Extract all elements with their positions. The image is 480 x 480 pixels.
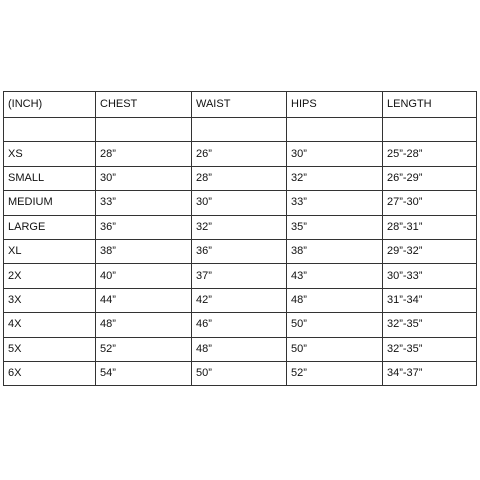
size-label-cell: XL [4, 239, 96, 263]
hips-cell: 33” [287, 191, 383, 215]
size-chart-body [4, 92, 477, 386]
waist-cell: 48” [192, 337, 287, 361]
chest-cell: 30” [96, 166, 192, 190]
header-cell-length: LENGTH [383, 92, 477, 118]
waist-cell: 50” [192, 361, 287, 385]
blank-cell [96, 118, 192, 142]
header-row [4, 92, 477, 118]
size-label-cell: 4X [4, 313, 96, 337]
table-row [4, 361, 477, 385]
hips-cell: 50” [287, 313, 383, 337]
blank-cell [4, 118, 96, 142]
size-label-cell: 5X [4, 337, 96, 361]
table-row [4, 337, 477, 361]
length-cell: 25”-28” [383, 142, 477, 166]
chest-cell: 54” [96, 361, 192, 385]
chest-cell: 38” [96, 239, 192, 263]
length-cell: 32”-35” [383, 337, 477, 361]
size-label-cell: 3X [4, 288, 96, 312]
size-label-cell: MEDIUM [4, 191, 96, 215]
waist-cell: 32” [192, 215, 287, 239]
waist-cell: 26” [192, 142, 287, 166]
table-row [4, 191, 477, 215]
size-label-cell: 6X [4, 361, 96, 385]
chest-cell: 52” [96, 337, 192, 361]
chest-cell: 44” [96, 288, 192, 312]
chest-cell: 28” [96, 142, 192, 166]
table-row [4, 239, 477, 263]
length-cell: 29”-32” [383, 239, 477, 263]
table-row [4, 142, 477, 166]
hips-cell: 52” [287, 361, 383, 385]
hips-cell: 35” [287, 215, 383, 239]
header-cell-unit: (INCH) [4, 92, 96, 118]
header-cell-hips: HIPS [287, 92, 383, 118]
blank-cell [287, 118, 383, 142]
waist-cell: 36” [192, 239, 287, 263]
table-row [4, 313, 477, 337]
table-row [4, 264, 477, 288]
waist-cell: 42” [192, 288, 287, 312]
table-row [4, 166, 477, 190]
length-cell: 27”-30” [383, 191, 477, 215]
table-row [4, 288, 477, 312]
chest-cell: 33” [96, 191, 192, 215]
length-cell: 28”-31” [383, 215, 477, 239]
waist-cell: 37” [192, 264, 287, 288]
waist-cell: 46” [192, 313, 287, 337]
header-cell-chest: CHEST [96, 92, 192, 118]
length-cell: 32”-35” [383, 313, 477, 337]
size-chart-table [3, 91, 477, 386]
waist-cell: 30” [192, 191, 287, 215]
size-label-cell: 2X [4, 264, 96, 288]
length-cell: 30”-33” [383, 264, 477, 288]
blank-row [4, 118, 477, 142]
size-label-cell: SMALL [4, 166, 96, 190]
hips-cell: 32” [287, 166, 383, 190]
length-cell: 31”-34” [383, 288, 477, 312]
hips-cell: 43” [287, 264, 383, 288]
table-row [4, 215, 477, 239]
hips-cell: 48” [287, 288, 383, 312]
blank-cell [383, 118, 477, 142]
hips-cell: 38” [287, 239, 383, 263]
size-label-cell: LARGE [4, 215, 96, 239]
chest-cell: 36” [96, 215, 192, 239]
length-cell: 34”-37” [383, 361, 477, 385]
chest-cell: 40” [96, 264, 192, 288]
header-cell-waist: WAIST [192, 92, 287, 118]
size-label-cell: XS [4, 142, 96, 166]
length-cell: 26”-29” [383, 166, 477, 190]
blank-cell [192, 118, 287, 142]
hips-cell: 30” [287, 142, 383, 166]
waist-cell: 28” [192, 166, 287, 190]
chest-cell: 48” [96, 313, 192, 337]
hips-cell: 50” [287, 337, 383, 361]
